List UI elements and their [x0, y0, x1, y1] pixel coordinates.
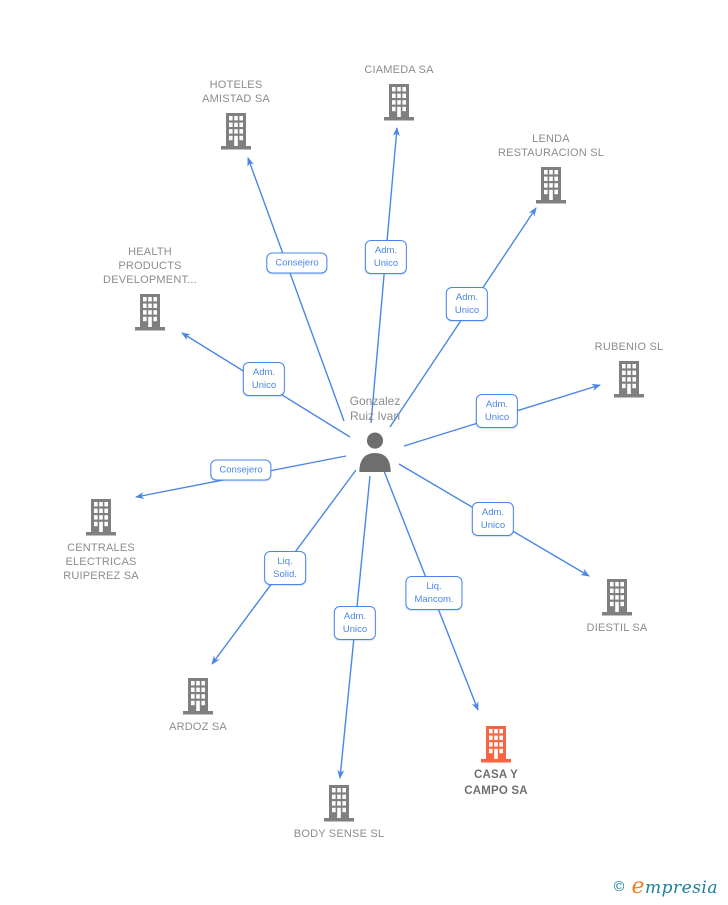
person-icon-gonzalez-ruiz-ivan [356, 431, 394, 473]
company-label-lenda-restauracion-sl[interactable]: LENDA RESTAURACION SL [497, 133, 605, 159]
company-label-ciameda-sa[interactable]: CIAMEDA SA [364, 64, 434, 76]
role-label-ciameda-sa: Adm. Unico [365, 240, 407, 274]
brand-name: empresia [631, 874, 718, 899]
role-label-lenda-restauracion-sl: Adm. Unico [446, 287, 488, 321]
building-icon-centrales-electricas-ruiperez-sa[interactable] [83, 498, 119, 536]
empresia-logo[interactable] [612, 874, 718, 899]
building-icon-lenda-restauracion-sl[interactable] [533, 166, 569, 204]
company-label-diestil-sa[interactable]: DIESTIL SA [586, 622, 648, 634]
building-icon-hoteles-amistad-sa[interactable] [218, 112, 254, 150]
company-label-hoteles-amistad-sa[interactable]: HOTELES AMISTAD SA [202, 79, 270, 105]
role-label-health-products-development: Adm. Unico [243, 362, 285, 396]
person-name: Gonzalez Ruiz Ivan [349, 394, 401, 423]
company-label-health-products-development[interactable]: HEALTH PRODUCTS DEVELOPMENT... [103, 246, 197, 286]
building-icon-rubenio-sl[interactable] [611, 360, 647, 398]
edge-ciameda-sa [371, 128, 397, 423]
company-label-centrales-electricas-ruiperez-sa[interactable]: CENTRALES ELECTRICAS RUIPEREZ SA [63, 542, 139, 582]
copyright-symbol: © [611, 879, 627, 895]
company-label-casa-y-campo-sa[interactable]: CASA Y CAMPO SA [464, 769, 528, 797]
building-icon-health-products-development[interactable] [132, 293, 168, 331]
company-label-body-sense-sl[interactable]: BODY SENSE SL [293, 828, 385, 840]
company-label-rubenio-sl[interactable]: RUBENIO SL [594, 341, 664, 353]
role-label-body-sense-sl: Adm. Unico [334, 606, 376, 640]
building-icon-ciameda-sa[interactable] [381, 83, 417, 121]
role-label-diestil-sa: Adm. Unico [472, 502, 514, 536]
building-icon-casa-y-campo-sa[interactable] [478, 725, 514, 763]
role-label-rubenio-sl: Adm. Unico [476, 394, 518, 428]
building-icon-ardoz-sa[interactable] [180, 677, 216, 715]
role-label-centrales-electricas-ruiperez-sa: Consejero [210, 460, 271, 481]
role-label-hoteles-amistad-sa: Consejero [266, 253, 327, 274]
building-icon-body-sense-sl[interactable] [321, 784, 357, 822]
company-label-ardoz-sa[interactable]: ARDOZ SA [169, 721, 227, 733]
role-label-casa-y-campo-sa: Liq. Mancom. [405, 576, 462, 610]
building-icon-diestil-sa[interactable] [599, 578, 635, 616]
role-label-ardoz-sa: Liq. Solid. [264, 551, 306, 585]
